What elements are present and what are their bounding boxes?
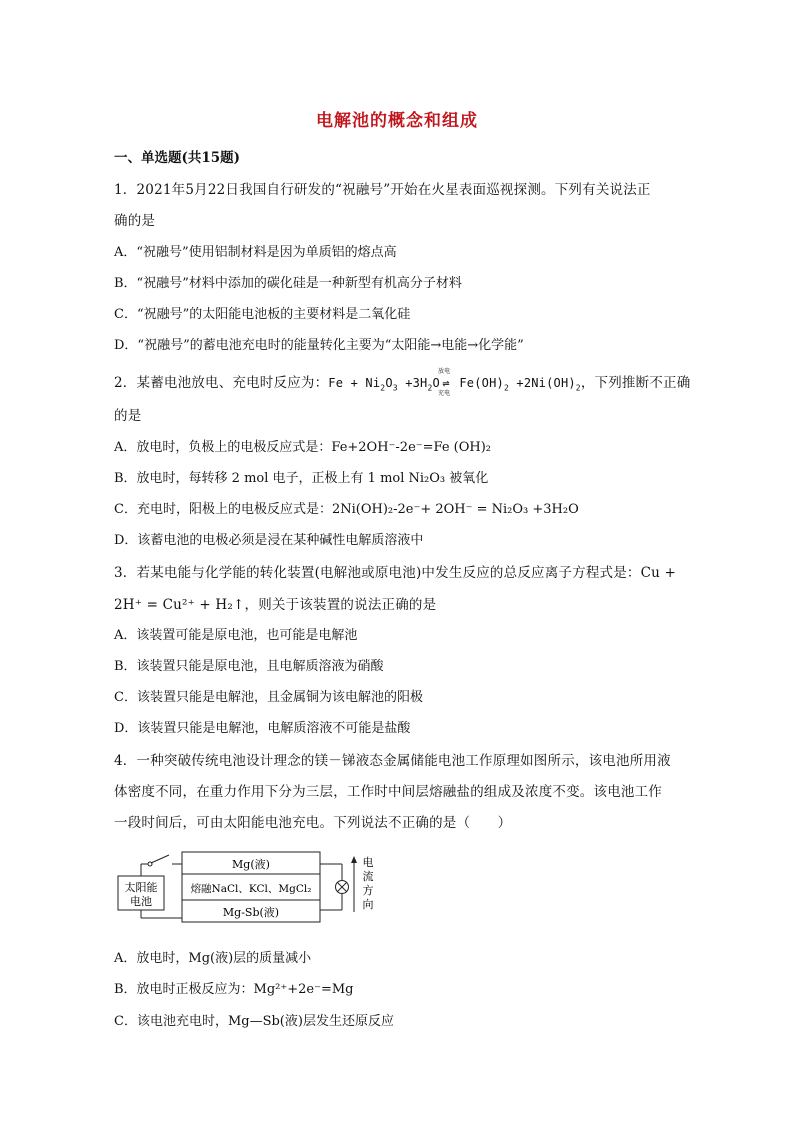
q3-option-d: D．该装置只能是电解池，电解质溶液不可能是盐酸 [114, 721, 411, 736]
layer-molten-salt: 熔融NaCl、KCl、MgCl₂ [190, 883, 312, 895]
q1-option-d: D．“祝融号”的蓄电池充电时的能量转化主要为“太阳能→电能→化学能” [114, 338, 524, 353]
q1-option-b: B．“祝融号”材料中添加的碳化硅是一种新型有机高分子材料 [114, 276, 462, 291]
q2-option-d: D．该蓄电池的电极必须是浸在某种碱性电解质溶液中 [114, 533, 424, 548]
battery-diagram [114, 846, 384, 926]
q1-option-c: C．“祝融号”的太阳能电池板的主要材料是二氧化硅 [114, 307, 411, 322]
current-label-1: 电 [362, 856, 374, 869]
q2-option-b: B．放电时，每转移 2 mol 电子，正极上有 1 mol Ni₂O₃ 被氧化 [114, 471, 489, 486]
q3-option-b: B．该装置只能是原电池，且电解质溶液为硝酸 [114, 659, 384, 674]
page-title: 电解池的概念和组成 [316, 111, 478, 131]
q4-stem-line2: 体密度不同，在重力作用下分为三层，工作时中间层熔融盐的组成及浓度不变。该电池工作 [114, 784, 662, 800]
eq-part: +2Ni(OH) [508, 376, 576, 390]
section-heading: 一、单选题(共15题) [114, 150, 241, 166]
q2-option-c: C．充电时，阳极上的电极反应式是：2Ni(OH)₂-2e⁻+ 2OH⁻ = Ni₂O₃ +3H₂O [114, 502, 579, 517]
current-label-3: 方 [362, 884, 374, 897]
layer-mg-liquid: Mg(液) [232, 858, 270, 871]
arrow-bottom-label: 充电 [437, 390, 451, 397]
solar-label-2: 电池 [130, 895, 152, 908]
eq-part: O [432, 376, 440, 390]
q4-option-a: A．放电时，Mg(液)层的质量减小 [114, 951, 312, 966]
reversible-arrow: 放电 ⇌ 充电 [437, 368, 451, 397]
q4-option-c: C．该电池充电时，Mg—Sb(液)层发生还原反应 [114, 1014, 394, 1029]
q1-option-a: A．“祝融号”使用铝制材料是因为单质铝的熔点高 [114, 245, 397, 260]
q1-stem-line1: 1．2021年5月22日我国自行研发的“祝融号”开始在火星表面巡视探测。下列有关说法正 [114, 182, 651, 198]
eq-part: Fe(OH) [451, 376, 504, 390]
q2-stem-a: 2．某蓄电池放电、充电时反应为： [114, 375, 329, 391]
arrowhead-up-icon [351, 856, 357, 863]
q4-option-b: B．放电时正极反应为：Mg²⁺+2e⁻=Mg [114, 982, 354, 997]
q1-stem-line2: 确的是 [114, 213, 156, 229]
q3-option-c: C．该装置只能是电解池，且金属铜为该电解池的阳极 [114, 690, 423, 705]
q4-stem-line1: 4．一种突破传统电池设计理念的镁－锑液态金属储能电池工作原理如图所示，该电池所用液 [114, 753, 671, 769]
eq-part: +3H [397, 376, 428, 390]
solar-label-1: 太阳能 [124, 881, 158, 894]
current-label-2: 流 [362, 870, 374, 883]
q2-stem-line1 [114, 368, 691, 397]
layer-mg-sb-liquid: Mg-Sb(液) [222, 906, 280, 919]
q3-option-a: A．该装置可能是原电池，也可能是电解池 [114, 628, 358, 643]
switch-blade [151, 855, 169, 863]
q3-stem-line1: 3．若某电能与化学能的转化装置(电解池或原电池)中发生反应的总反应离子方程式是：Cu + [114, 565, 677, 581]
q2-equation: $Fe + Ni_2O_3 +3H_2O$ 放电 ⇌ 充电 $Fe(OH)_2 +2Ni(OH)_2$ [328, 368, 581, 397]
q2-option-a: A．放电时，负极上的电极反应式是：Fe+2OH⁻-2e⁻=Fe (OH)₂ [114, 440, 492, 455]
q2-stem-b: ，下列推断不正确 [580, 375, 691, 391]
q2-stem-line2: 的是 [114, 408, 142, 424]
eq-part: O [385, 376, 393, 390]
current-label-4: 向 [362, 898, 374, 911]
q4-stem-line3: 一段时间后，可由太阳能电池充电。下列说法不正确的是（ ） [114, 815, 512, 831]
eq-part: Fe + Ni [328, 376, 381, 390]
q3-stem-line2: 2H⁺ = Cu²⁺ + H₂↑，则关于该装置的说法正确的是 [114, 597, 437, 613]
arrow-top-label: 放电 [437, 368, 451, 375]
